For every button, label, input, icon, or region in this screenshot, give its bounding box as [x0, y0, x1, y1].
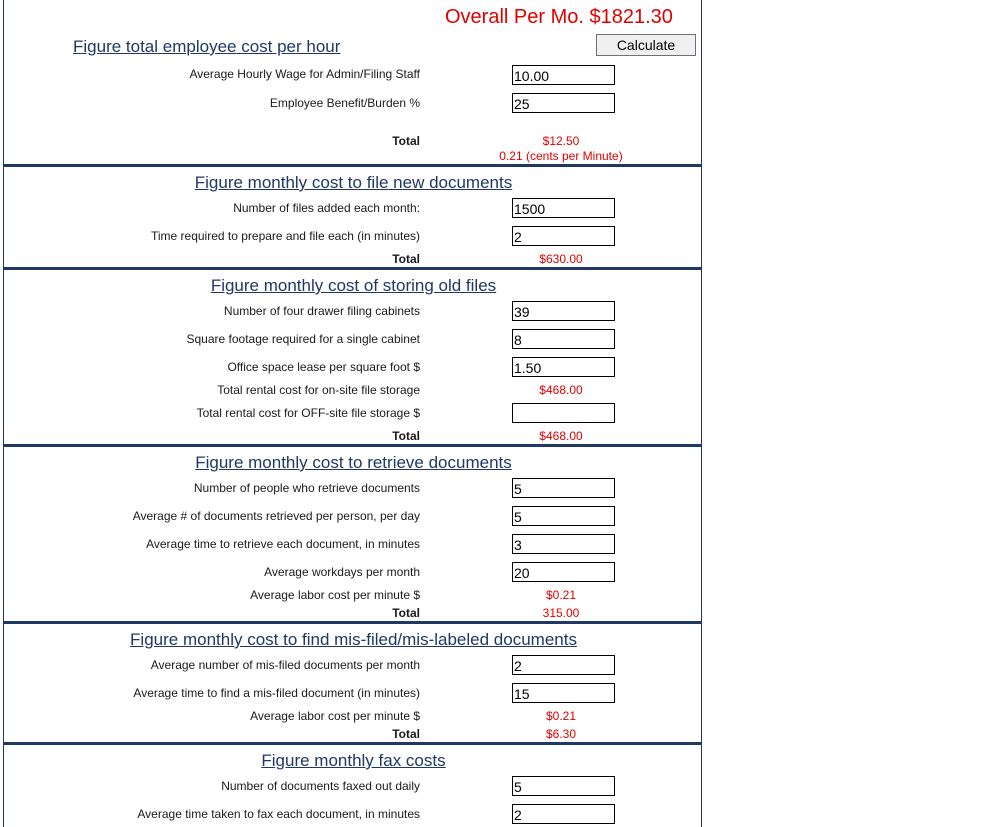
cabinets-input[interactable]	[512, 301, 615, 321]
cost-per-minute-value: 0.21 (cents per Minute)	[499, 149, 623, 163]
misfiled-total-label: Total	[392, 727, 420, 741]
people-label: Number of people who retrieve documents	[193, 481, 420, 495]
prepare-time-input[interactable]	[512, 226, 615, 246]
onsite-rental-label: Total rental cost for on-site file storage	[217, 383, 420, 397]
section-title-storing: Figure monthly cost of storing old files	[210, 276, 497, 295]
retrieve-total-label: Total	[392, 606, 420, 620]
retrieve-time-label: Average time to retrieve each document, in minutes	[146, 537, 420, 551]
section-title-employee-cost: Figure total employee cost per hour	[73, 37, 341, 56]
sqft-label: Square footage required for a single cabinet	[186, 332, 420, 346]
onsite-rental-value: $468.00	[539, 383, 583, 397]
wage-label: Average Hourly Wage for Admin/Filing Staff	[189, 67, 420, 81]
fax-time-input[interactable]	[512, 804, 615, 824]
retrieve-labor-label: Average labor cost per minute $	[250, 588, 420, 602]
retrieve-labor-value: $0.21	[545, 588, 577, 602]
overall-per-month: Overall Per Mo. $1821.30	[445, 6, 673, 28]
docs-retrieved-label: Average # of documents retrieved per person, per day	[132, 509, 420, 523]
sqft-input[interactable]	[512, 329, 615, 349]
file-new-total-label: Total	[392, 252, 420, 266]
misfiled-labor-label: Average labor cost per minute $	[250, 709, 420, 723]
retrieve-time-input[interactable]	[512, 534, 615, 554]
faxed-input[interactable]	[512, 776, 615, 796]
lease-input[interactable]	[512, 357, 615, 377]
section-title-retrieve: Figure monthly cost to retrieve documents	[195, 453, 512, 472]
section-title-fax: Figure monthly fax costs	[261, 751, 446, 770]
benefit-burden-input[interactable]	[512, 93, 615, 113]
offsite-rental-label: Total rental cost for OFF-site file storage $	[196, 406, 420, 420]
section-divider	[3, 742, 701, 745]
workdays-label: Average workdays per month	[264, 565, 420, 579]
misfiled-input[interactable]	[512, 655, 615, 675]
files-added-label: Number of files added each month:	[233, 201, 420, 215]
misfiled-total-value: $6.30	[545, 727, 577, 741]
section-title-file-new: Figure monthly cost to file new documents	[194, 173, 513, 192]
hourly-wage-input[interactable]	[512, 65, 615, 85]
find-time-label: Average time to find a mis-filed document (in minutes)	[133, 686, 420, 700]
file-new-total-value: $630.00	[539, 252, 583, 266]
find-time-input[interactable]	[512, 683, 615, 703]
employee-total-value: $12.50	[542, 134, 580, 148]
files-added-input[interactable]	[512, 198, 615, 218]
storing-total-value: $468.00	[539, 429, 583, 443]
faxed-label: Number of documents faxed out daily	[221, 779, 420, 793]
workdays-input[interactable]	[512, 562, 615, 582]
fax-time-label: Average time taken to fax each document, in minutes	[137, 807, 420, 821]
lease-label: Office space lease per square foot $	[227, 360, 420, 374]
employee-total-label: Total	[392, 134, 420, 148]
section-title-misfiled: Figure monthly cost to find mis-filed/mis-labeled documents	[130, 630, 577, 649]
misfiled-label: Average number of mis-filed documents per month	[150, 658, 420, 672]
docs-retrieved-input[interactable]	[512, 506, 615, 526]
cabinets-label: Number of four drawer filing cabinets	[223, 304, 420, 318]
storing-total-label: Total	[392, 429, 420, 443]
prepare-time-label: Time required to prepare and file each (in minutes)	[150, 229, 420, 243]
people-input[interactable]	[512, 478, 615, 498]
section-divider	[3, 267, 701, 270]
section-divider	[3, 444, 701, 447]
section-divider	[3, 164, 701, 167]
misfiled-labor-value: $0.21	[545, 709, 577, 723]
calculate-button[interactable]: Calculate	[596, 34, 696, 56]
benefit-label: Employee Benefit/Burden %	[269, 96, 420, 110]
section-divider	[3, 621, 701, 624]
offsite-rental-input[interactable]	[512, 403, 615, 423]
retrieve-total-value: 315.00	[542, 606, 580, 620]
